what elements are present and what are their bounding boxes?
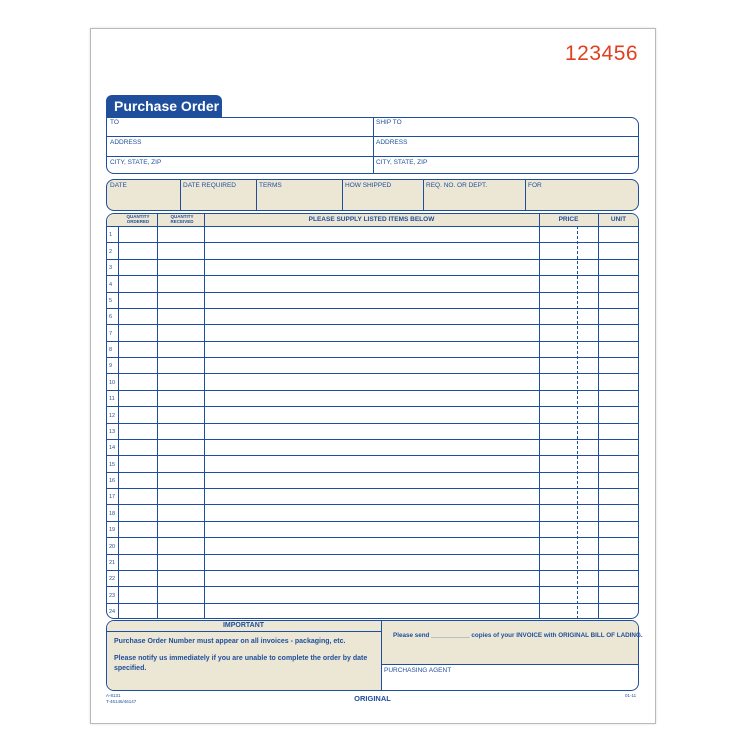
date-label: DATE <box>110 182 127 189</box>
to-city-label: CITY, STATE, ZIP <box>110 159 162 166</box>
info-divider <box>180 179 181 211</box>
row-number: 12 <box>109 412 116 419</box>
form-number: 123456 <box>565 42 639 65</box>
info-divider <box>525 179 526 211</box>
row-number: 24 <box>109 609 116 615</box>
items-table <box>106 213 639 619</box>
form-title: Purchase Order <box>106 95 222 117</box>
row-rule <box>106 603 639 604</box>
to-address-label: ADDRESS <box>110 139 142 146</box>
agent-rule <box>381 664 639 665</box>
address-divider <box>373 117 374 174</box>
price-label: PRICE <box>558 216 579 223</box>
row-number: 1 <box>109 232 113 239</box>
row-number: 19 <box>109 527 116 534</box>
to-label: TO <box>110 119 119 126</box>
row-rule <box>106 586 639 587</box>
invoice-panel <box>381 621 638 664</box>
col-divider <box>598 213 599 619</box>
info-divider <box>342 179 343 211</box>
row-number: 23 <box>109 592 116 599</box>
for-label: FOR <box>528 182 542 189</box>
how-shipped-label: HOW SHIPPED <box>345 182 392 189</box>
qty-received-label: QUANTITY RECEIVED <box>170 214 194 224</box>
row-rule <box>106 242 639 243</box>
row-rule <box>106 308 639 309</box>
terms-label: TERMS <box>259 182 282 189</box>
row-number: 3 <box>109 265 113 272</box>
row-rule <box>106 357 639 358</box>
important-note-1: Purchase Order Number must appear on all invoices - packaging, etc. <box>114 638 346 645</box>
row-rule <box>106 537 639 538</box>
row-number: 6 <box>109 314 113 321</box>
row-rule <box>106 455 639 456</box>
row-rule <box>106 488 639 489</box>
row-number: 17 <box>109 494 116 501</box>
ship-city-label: CITY, STATE, ZIP <box>376 159 428 166</box>
address-rule-1 <box>106 136 639 137</box>
row-rule <box>106 472 639 473</box>
col-divider <box>157 213 158 619</box>
copy-label: ORIGINAL <box>354 694 391 703</box>
row-rule <box>106 324 639 325</box>
row-rule <box>106 570 639 571</box>
req-no-label: REQ. NO. OR DEPT. <box>426 182 488 189</box>
col-divider <box>539 213 540 619</box>
form-code-alt: T-46146/46147 <box>106 699 137 704</box>
row-rule <box>106 439 639 440</box>
row-number: 5 <box>109 297 113 304</box>
col-divider <box>204 213 205 619</box>
purchasing-agent-label: PURCHASING AGENT <box>384 667 452 674</box>
date-required-label: DATE REQUIRED <box>183 182 236 189</box>
important-rule <box>106 631 381 632</box>
row-number: 13 <box>109 428 116 435</box>
row-number: 4 <box>109 281 113 288</box>
row-number: 9 <box>109 363 113 370</box>
row-number: 11 <box>109 396 115 403</box>
row-rule <box>106 390 639 391</box>
row-rule <box>106 406 639 407</box>
row-number: 20 <box>109 543 116 550</box>
row-number: 7 <box>109 330 113 337</box>
revision-code: 01-11 <box>625 693 637 698</box>
qty-ordered-label: QUANTITY ORDERED <box>126 214 150 224</box>
row-rule <box>106 554 639 555</box>
row-number: 15 <box>109 461 116 468</box>
unit-label: UNIT <box>610 216 627 223</box>
invoice-instruction: Please send ___________ copies of your INVOICE with ORIGINAL BILL OF LADING. <box>393 632 643 639</box>
form-code: A-8131 <box>106 693 121 698</box>
row-number: 22 <box>109 576 116 583</box>
row-rule <box>106 292 639 293</box>
important-note-2: Please notify us immediately if you are unable to complete the order by date specified. <box>114 655 368 672</box>
items-label: PLEASE SUPPLY LISTED ITEMS BELOW <box>308 216 435 223</box>
row-number: 2 <box>109 248 113 255</box>
ship-address-label: ADDRESS <box>376 139 408 146</box>
row-number: 21 <box>109 559 116 566</box>
row-rule <box>106 504 639 505</box>
row-rule <box>106 423 639 424</box>
row-number: 18 <box>109 510 116 517</box>
row-rule <box>106 275 639 276</box>
address-rule-2 <box>106 156 639 157</box>
row-rule <box>106 521 639 522</box>
row-number: 10 <box>109 379 116 386</box>
info-divider <box>256 179 257 211</box>
row-number: 14 <box>109 445 116 452</box>
ship-to-label: SHIP TO <box>376 119 402 126</box>
important-heading: IMPORTANT <box>222 622 265 629</box>
info-divider <box>423 179 424 211</box>
row-rule <box>106 373 639 374</box>
footer-divider <box>381 620 382 691</box>
row-rule <box>106 259 639 260</box>
row-number: 8 <box>109 347 113 353</box>
row-rule <box>106 341 639 342</box>
row-number: 16 <box>109 478 116 484</box>
